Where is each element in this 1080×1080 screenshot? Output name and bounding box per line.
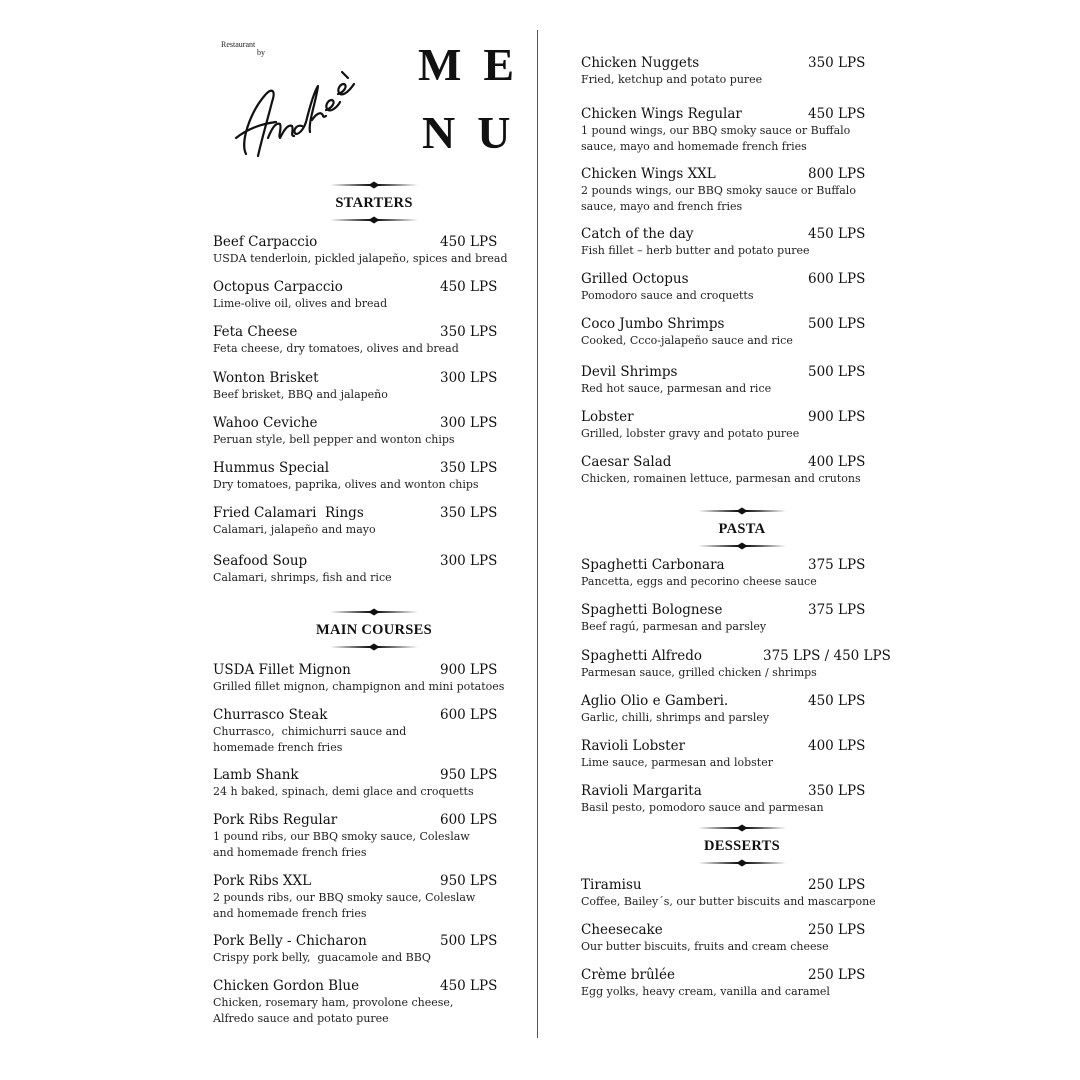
column-divider <box>537 30 538 1038</box>
menu-item-price: 400 LPS <box>808 738 866 754</box>
menu-item-name: Beef Carpaccio <box>213 234 318 250</box>
menu-item-name: Lobster <box>581 409 634 425</box>
menu-item-name: Chicken Wings Regular <box>581 106 742 122</box>
menu-item-description: Alfredo sauce and potato puree <box>213 1011 389 1025</box>
menu-item-price: 250 LPS <box>808 922 866 938</box>
menu-item-seafood-soup <box>213 553 498 586</box>
menu-item-description: Dry tomatoes, paprika, olives and wonton chips <box>213 478 479 491</box>
menu-item-name: Caesar Salad <box>581 454 672 470</box>
menu-item-name: Fried Calamari Rings <box>213 505 364 521</box>
menu-item-price: 450 LPS <box>440 279 498 295</box>
main-courses-section-header <box>306 608 442 651</box>
menu-item-pork-ribs-xxl <box>213 873 498 921</box>
menu-item-chicken-wings-regular <box>581 106 866 154</box>
ornament-divider-icon <box>698 542 786 550</box>
menu-item-price: 500 LPS <box>808 316 866 332</box>
menu-item-price: 300 LPS <box>440 553 498 569</box>
menu-item-description: Churrasco, chimichurri sauce and <box>213 725 407 738</box>
ornament-divider-icon <box>698 859 786 867</box>
menu-item-name: Chicken Gordon Blue <box>213 978 360 994</box>
menu-item-price: 900 LPS <box>440 662 498 678</box>
menu-item-description: 2 pounds wings, our BBQ smoky sauce or Buffalo <box>581 184 856 197</box>
menu-item-description: Chicken, romainen lettuce, parmesan and crutons <box>581 472 861 485</box>
menu-item-description: 1 pound wings, our BBQ smoky sauce or Buffalo <box>581 124 851 137</box>
menu-item-catch-of-the-day <box>581 226 866 259</box>
menu-item-description: Calamari, jalapeño and mayo <box>213 523 376 536</box>
menu-title-line1: ME <box>418 39 537 90</box>
menu-item-spaghetti-bolognese <box>581 602 866 635</box>
menu-item-price: 950 LPS <box>440 767 498 783</box>
menu-item-lobster <box>581 409 866 442</box>
menu-item-name: Wonton Brisket <box>213 370 319 386</box>
menu-item-name: Aglio Olio e Gamberi. <box>581 693 729 709</box>
desserts-title: DESSERTS <box>703 838 781 854</box>
menu-item-price: 600 LPS <box>440 812 498 828</box>
menu-item-description: Egg yolks, heavy cream, vanilla and caramel <box>581 985 830 998</box>
menu-item-chicken-wings-xxl <box>581 166 866 214</box>
menu-item-name: Crème brûlée <box>581 967 675 983</box>
menu-item-price: 350 LPS <box>440 324 498 340</box>
menu-item-name: Octopus Carpaccio <box>213 279 343 295</box>
menu-item-description: Chicken, rosemary ham, provolone cheese, <box>213 996 454 1009</box>
menu-item-pork-belly-chicharon <box>213 933 498 966</box>
menu-item-fried-calamari-rings <box>213 505 498 538</box>
menu-item-name: Pork Ribs XXL <box>213 873 312 889</box>
menu-item-ravioli-margarita <box>581 783 866 816</box>
menu-item-feta-cheese <box>213 324 498 357</box>
menu-item-price: 400 LPS <box>808 454 866 470</box>
menu-item-description: Red hot sauce, parmesan and rice <box>581 382 772 395</box>
menu-item-price: 450 LPS <box>440 978 498 994</box>
menu-item-churrasco-steak <box>213 707 498 755</box>
menu-item-name: Spaghetti Bolognese <box>581 602 723 618</box>
menu-item-price: 300 LPS <box>440 415 498 431</box>
menu-item-price: 350 LPS <box>808 783 866 799</box>
pasta-title: PASTA <box>718 521 766 537</box>
menu-item-price: 300 LPS <box>440 370 498 386</box>
menu-item-ravioli-lobster <box>581 738 866 771</box>
menu-item-name: Pork Ribs Regular <box>213 812 338 828</box>
menu-item-description: Feta cheese, dry tomatoes, olives and bread <box>213 342 459 355</box>
ornament-divider-icon <box>698 507 786 515</box>
pasta-section-header <box>698 507 786 550</box>
menu-item-name: Wahoo Ceviche <box>213 415 318 431</box>
brand-restaurant-label: Restaurant <box>221 40 256 49</box>
menu-item-description: Crispy pork belly, guacamole and BBQ <box>213 951 431 964</box>
menu-item-name: USDA Fillet Mignon <box>213 662 351 678</box>
menu-item-name: Catch of the day <box>581 226 694 242</box>
menu-item-spaghetti-carbonara <box>581 557 866 590</box>
menu-item-description: Grilled fillet mignon, champignon and mini potatoes <box>213 680 505 693</box>
starters-title: STARTERS <box>335 195 413 211</box>
menu-item-description: Pancetta, eggs and pecorino cheese sauce <box>581 575 817 588</box>
menu-item-name: Spaghetti Alfredo <box>581 648 702 664</box>
menu-item-price: 500 LPS <box>440 933 498 949</box>
ornament-divider-icon <box>330 181 418 189</box>
menu-item-price: 350 LPS <box>440 505 498 521</box>
ornament-divider-icon <box>330 643 418 651</box>
menu-item-beef-carpaccio <box>213 234 507 267</box>
menu-item-price: 800 LPS <box>808 166 866 182</box>
menu-item-description: Parmesan sauce, grilled chicken / shrimps <box>581 666 817 679</box>
menu-item-description: Beef ragú, parmesan and parsley <box>581 620 767 633</box>
menu-item-description: Beef brisket, BBQ and jalapeño <box>213 388 388 401</box>
menu-item-price: 250 LPS <box>808 877 866 893</box>
menu-item-description: Calamari, shrimps, fish and rice <box>213 571 392 584</box>
menu-item-description: Pomodoro sauce and croquetts <box>581 289 754 302</box>
menu-item-description: 24 h baked, spinach, demi glace and croquetts <box>213 785 474 798</box>
menu-item-price: 900 LPS <box>808 409 866 425</box>
menu-item-price: 350 LPS <box>808 55 866 71</box>
menu-item-description: Coffee, Bailey´s, our butter biscuits and mascarpone <box>581 895 876 908</box>
menu-item-description: sauce, mayo and french fries <box>581 199 743 213</box>
menu-item-name: Chicken Nuggets <box>581 55 700 71</box>
menu-item-name: Chicken Wings XXL <box>581 166 716 182</box>
menu-item-hummus-special <box>213 460 498 493</box>
menu-item-chicken-nuggets <box>581 55 866 88</box>
menu-item-name: Seafood Soup <box>213 553 308 569</box>
menu-item-description: Grilled, lobster gravy and potato puree <box>581 427 800 440</box>
menu-item-price: 350 LPS <box>440 460 498 476</box>
brand-by-label: by <box>257 48 265 57</box>
menu-item-creme-brulee <box>581 967 866 1000</box>
main-courses-title: MAIN COURSES <box>316 622 432 638</box>
menu-item-price: 450 LPS <box>808 693 866 709</box>
menu-item-octopus-carpaccio <box>213 279 498 312</box>
menu-item-price: 950 LPS <box>440 873 498 889</box>
menu-item-name: Lamb Shank <box>213 767 299 783</box>
menu-item-price: 600 LPS <box>440 707 498 723</box>
desserts-section-header <box>690 824 794 867</box>
menu-item-name: Tiramisu <box>581 877 642 893</box>
menu-item-description: 2 pounds ribs, our BBQ smoky sauce, Coleslaw <box>213 891 476 904</box>
menu-item-cheesecake <box>581 922 866 955</box>
menu-item-coco-jumbo-shrimps <box>581 316 866 349</box>
menu-item-price: 600 LPS <box>808 271 866 287</box>
menu-item-price: 450 LPS <box>808 226 866 242</box>
menu-item-name: Churrasco Steak <box>213 707 328 723</box>
menu-item-description: Our butter biscuits, fruits and cream cheese <box>581 940 829 953</box>
menu-item-name: Spaghetti Carbonara <box>581 557 725 573</box>
menu-item-name: Pork Belly - Chicharon <box>213 933 367 949</box>
menu-item-description: Lime sauce, parmesan and lobster <box>581 756 773 769</box>
menu-item-description: sauce, mayo and homemade french fries <box>581 139 807 153</box>
menu-item-tiramisu <box>581 877 876 910</box>
menu-item-description: Peruan style, bell pepper and wonton chips <box>213 433 455 446</box>
menu-item-chicken-gordon-blue <box>213 978 498 1026</box>
menu-item-description: Basil pesto, pomodoro sauce and parmesan <box>581 801 824 814</box>
menu-item-price: 450 LPS <box>808 106 866 122</box>
menu-item-description: Cooked, Ccco-jalapeño sauce and rice <box>581 334 793 347</box>
menu-item-name: Devil Shrimps <box>581 364 678 380</box>
menu-item-name: Feta Cheese <box>213 324 298 340</box>
menu-item-description: homemade french fries <box>213 740 343 754</box>
menu-item-price: 500 LPS <box>808 364 866 380</box>
menu-item-usda-fillet-mignon <box>213 662 504 695</box>
menu-item-wonton-brisket <box>213 370 498 403</box>
starters-section-header <box>320 181 428 224</box>
menu-item-lamb-shank <box>213 767 498 800</box>
menu-item-price: 450 LPS <box>440 234 498 250</box>
menu-item-description: Fried, ketchup and potato puree <box>581 73 763 86</box>
menu-item-price: 250 LPS <box>808 967 866 983</box>
menu-item-price: 375 LPS <box>808 602 866 618</box>
menu-item-pork-ribs-regular <box>213 812 498 860</box>
menu-item-grilled-octopus <box>581 271 866 304</box>
menu-item-description: and homemade french fries <box>213 906 367 920</box>
menu-title-line2: NU <box>422 107 533 158</box>
menu-item-devil-shrimps <box>581 364 866 397</box>
ornament-divider-icon <box>330 608 418 616</box>
brand-signature-logo <box>232 42 362 162</box>
menu-item-description: 1 pound ribs, our BBQ smoky sauce, Coleslaw <box>213 830 470 843</box>
menu-item-name: Ravioli Lobster <box>581 738 686 754</box>
ornament-divider-icon <box>698 824 786 832</box>
menu-item-aglio-olio-e-gamberi <box>581 693 866 726</box>
menu-item-name: Hummus Special <box>213 460 330 476</box>
menu-item-spaghetti-alfredo <box>581 648 891 681</box>
menu-item-caesar-salad <box>581 454 866 487</box>
menu-item-description: Lime-olive oil, olives and bread <box>213 297 388 310</box>
menu-item-price: 375 LPS <box>808 557 866 573</box>
menu-item-name: Ravioli Margarita <box>581 783 702 799</box>
menu-item-description: Fish fillet – herb butter and potato puree <box>581 244 810 257</box>
menu-item-name: Coco Jumbo Shrimps <box>581 316 725 332</box>
menu-item-name: Cheesecake <box>581 922 663 938</box>
menu-item-description: USDA tenderloin, pickled jalapeño, spices and bread <box>213 252 508 265</box>
menu-item-description: Garlic, chilli, shrimps and parsley <box>581 711 770 724</box>
menu-item-price: 375 LPS / 450 LPS <box>763 648 891 664</box>
menu-item-wahoo-ceviche <box>213 415 498 448</box>
menu-item-description: and homemade french fries <box>213 845 367 859</box>
menu-item-name: Grilled Octopus <box>581 271 689 287</box>
ornament-divider-icon <box>330 216 418 224</box>
